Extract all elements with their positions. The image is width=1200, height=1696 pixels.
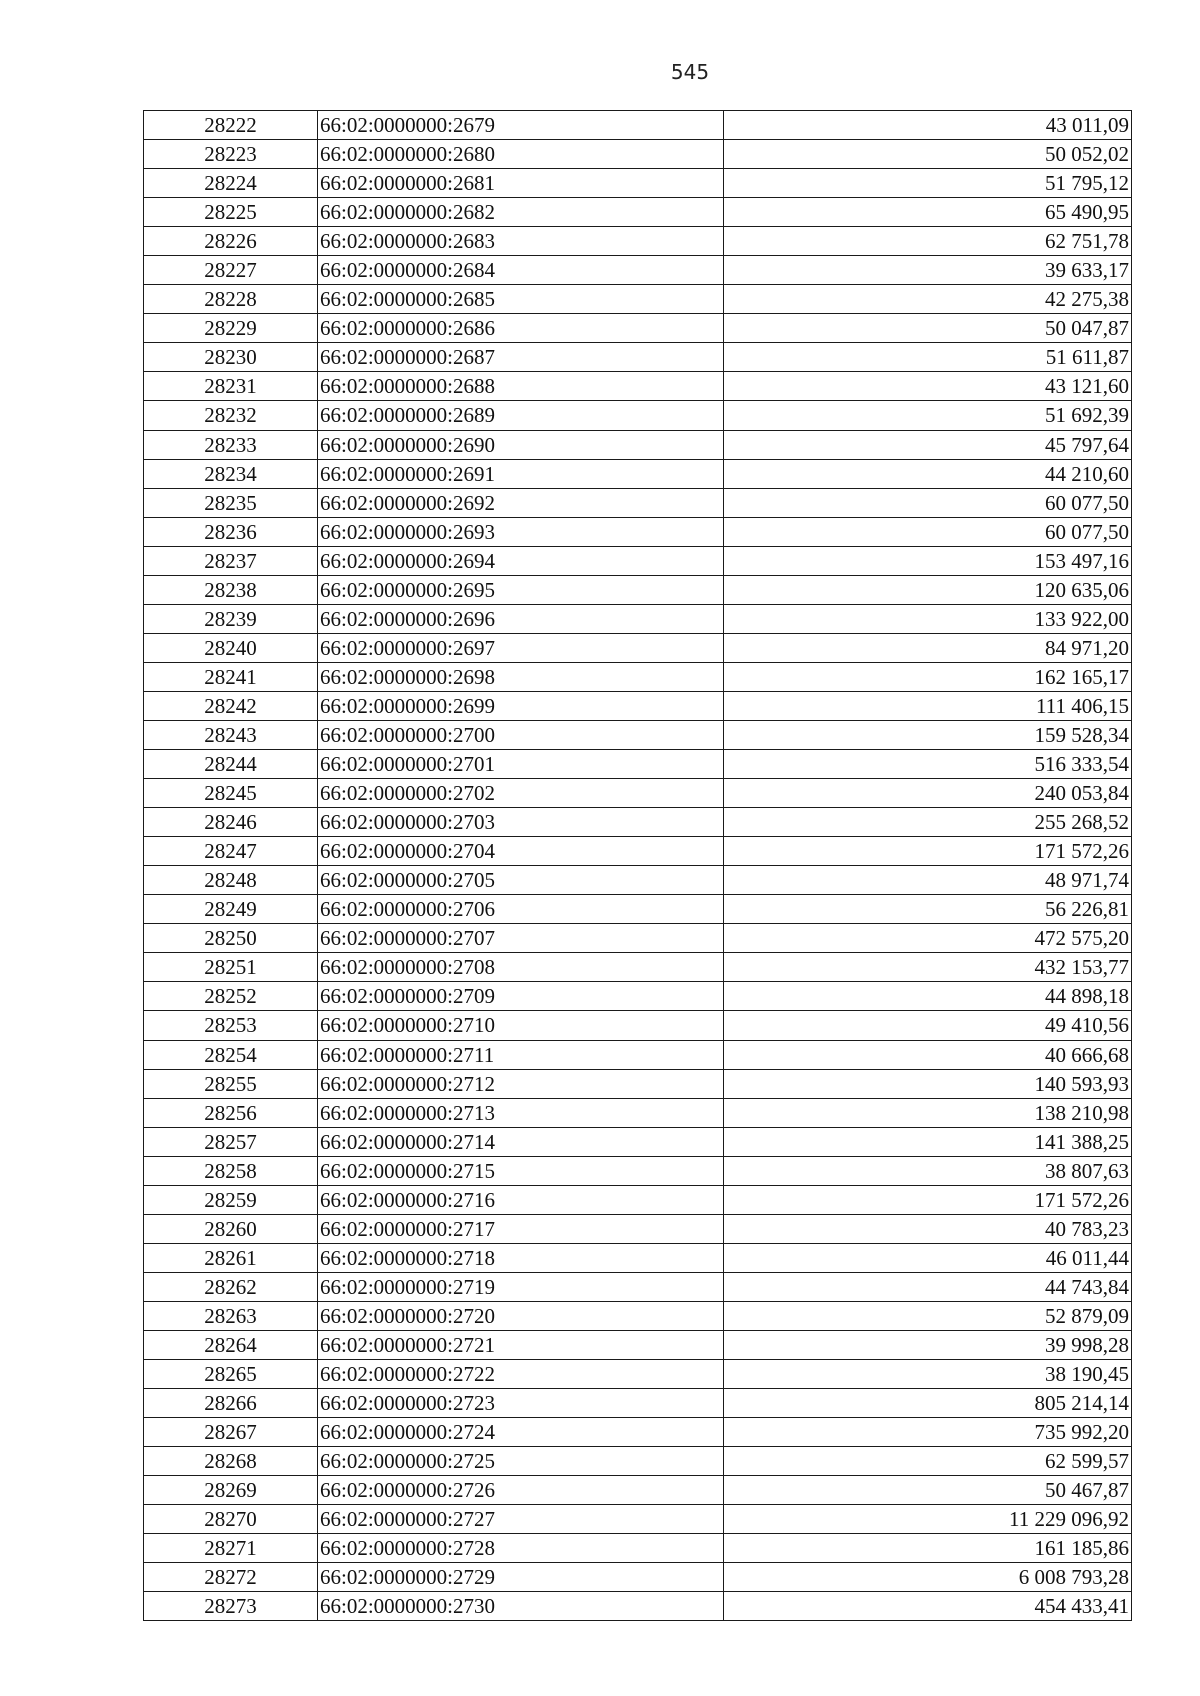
- cadastral-value-cell: 255 268,52: [724, 808, 1132, 837]
- row-number-cell: 28247: [144, 837, 318, 866]
- cadastral-number-cell: 66:02:0000000:2679: [318, 111, 724, 140]
- cadastral-number-cell: 66:02:0000000:2703: [318, 808, 724, 837]
- table-row: [144, 285, 1132, 314]
- table-row: [144, 633, 1132, 662]
- row-number-cell: 28232: [144, 401, 318, 430]
- row-number-cell: 28224: [144, 169, 318, 198]
- table-row: [144, 662, 1132, 691]
- cadastral-number-cell: 66:02:0000000:2692: [318, 488, 724, 517]
- table-row: [144, 343, 1132, 372]
- table-row: [144, 1214, 1132, 1243]
- row-number-cell: 28229: [144, 314, 318, 343]
- cadastral-value-cell: 735 992,20: [724, 1418, 1132, 1447]
- table-row: [144, 1069, 1132, 1098]
- cadastral-number-cell: 66:02:0000000:2705: [318, 866, 724, 895]
- cadastral-number-cell: 66:02:0000000:2726: [318, 1476, 724, 1505]
- cadastral-number-cell: 66:02:0000000:2682: [318, 198, 724, 227]
- table-row: [144, 866, 1132, 895]
- row-number-cell: 28241: [144, 662, 318, 691]
- row-number-cell: 28268: [144, 1447, 318, 1476]
- table-row: [144, 924, 1132, 953]
- row-number-cell: 28244: [144, 750, 318, 779]
- row-number-cell: 28234: [144, 459, 318, 488]
- cadastral-value-cell: 38 807,63: [724, 1156, 1132, 1185]
- cadastral-value-cell: 432 153,77: [724, 953, 1132, 982]
- row-number-cell: 28227: [144, 256, 318, 285]
- cadastral-value-cell: 62 599,57: [724, 1447, 1132, 1476]
- table-row: [144, 1301, 1132, 1330]
- cadastral-number-cell: 66:02:0000000:2713: [318, 1098, 724, 1127]
- cadastral-value-cell: 40 666,68: [724, 1040, 1132, 1069]
- cadastral-number-cell: 66:02:0000000:2689: [318, 401, 724, 430]
- table-row: [144, 227, 1132, 256]
- table-row: [144, 459, 1132, 488]
- cadastral-number-cell: 66:02:0000000:2691: [318, 459, 724, 488]
- cadastral-number-cell: 66:02:0000000:2729: [318, 1563, 724, 1592]
- cadastral-value-cell: 805 214,14: [724, 1389, 1132, 1418]
- table-row: [144, 430, 1132, 459]
- cadastral-value-cell: 40 783,23: [724, 1214, 1132, 1243]
- table-row: [144, 198, 1132, 227]
- table-row: [144, 1127, 1132, 1156]
- cadastral-number-cell: 66:02:0000000:2688: [318, 372, 724, 401]
- row-number-cell: 28246: [144, 808, 318, 837]
- cadastral-value-cell: 6 008 793,28: [724, 1563, 1132, 1592]
- cadastral-number-cell: 66:02:0000000:2708: [318, 953, 724, 982]
- cadastral-value-cell: 516 333,54: [724, 750, 1132, 779]
- table-row: [144, 1098, 1132, 1127]
- cadastral-value-cell: 133 922,00: [724, 604, 1132, 633]
- cadastral-value-cell: 50 052,02: [724, 140, 1132, 169]
- cadastral-number-cell: 66:02:0000000:2702: [318, 779, 724, 808]
- row-number-cell: 28230: [144, 343, 318, 372]
- cadastral-number-cell: 66:02:0000000:2712: [318, 1069, 724, 1098]
- cadastral-value-cell: 51 611,87: [724, 343, 1132, 372]
- cadastral-number-cell: 66:02:0000000:2683: [318, 227, 724, 256]
- cadastral-number-cell: 66:02:0000000:2704: [318, 837, 724, 866]
- cadastral-number-cell: 66:02:0000000:2715: [318, 1156, 724, 1185]
- cadastral-value-cell: 162 165,17: [724, 662, 1132, 691]
- cadastral-number-cell: 66:02:0000000:2725: [318, 1447, 724, 1476]
- cadastral-value-cell: 51 795,12: [724, 169, 1132, 198]
- cadastral-number-cell: 66:02:0000000:2727: [318, 1505, 724, 1534]
- row-number-cell: 28249: [144, 895, 318, 924]
- cadastral-value-cell: 159 528,34: [724, 720, 1132, 749]
- table-row: [144, 1418, 1132, 1447]
- row-number-cell: 28271: [144, 1534, 318, 1563]
- row-number-cell: 28223: [144, 140, 318, 169]
- table-row: [144, 1185, 1132, 1214]
- cadastral-value-cell: 38 190,45: [724, 1360, 1132, 1389]
- page-number: 545: [670, 60, 710, 84]
- table-row: [144, 314, 1132, 343]
- cadastral-number-cell: 66:02:0000000:2716: [318, 1185, 724, 1214]
- cadastral-value-table: [143, 110, 1132, 1621]
- row-number-cell: 28228: [144, 285, 318, 314]
- row-number-cell: 28266: [144, 1389, 318, 1418]
- row-number-cell: 28225: [144, 198, 318, 227]
- table-container: [143, 110, 1132, 1621]
- row-number-cell: 28238: [144, 575, 318, 604]
- table-row: [144, 1563, 1132, 1592]
- row-number-cell: 28253: [144, 1011, 318, 1040]
- table-row: [144, 1592, 1132, 1621]
- row-number-cell: 28231: [144, 372, 318, 401]
- cadastral-value-cell: 140 593,93: [724, 1069, 1132, 1098]
- table-row: [144, 1040, 1132, 1069]
- cadastral-number-cell: 66:02:0000000:2718: [318, 1243, 724, 1272]
- table-row: [144, 401, 1132, 430]
- table-row: [144, 1389, 1132, 1418]
- cadastral-value-cell: 111 406,15: [724, 691, 1132, 720]
- table-row: [144, 256, 1132, 285]
- table-row: [144, 1360, 1132, 1389]
- row-number-cell: 28254: [144, 1040, 318, 1069]
- row-number-cell: 28237: [144, 546, 318, 575]
- cadastral-number-cell: 66:02:0000000:2710: [318, 1011, 724, 1040]
- row-number-cell: 28273: [144, 1592, 318, 1621]
- table-row: [144, 517, 1132, 546]
- row-number-cell: 28233: [144, 430, 318, 459]
- cadastral-value-cell: 43 011,09: [724, 111, 1132, 140]
- cadastral-value-cell: 138 210,98: [724, 1098, 1132, 1127]
- cadastral-value-cell: 43 121,60: [724, 372, 1132, 401]
- cadastral-number-cell: 66:02:0000000:2685: [318, 285, 724, 314]
- row-number-cell: 28267: [144, 1418, 318, 1447]
- cadastral-number-cell: 66:02:0000000:2728: [318, 1534, 724, 1563]
- table-row: [144, 111, 1132, 140]
- table-row: [144, 169, 1132, 198]
- cadastral-number-cell: 66:02:0000000:2690: [318, 430, 724, 459]
- row-number-cell: 28242: [144, 691, 318, 720]
- cadastral-value-cell: 240 053,84: [724, 779, 1132, 808]
- row-number-cell: 28245: [144, 779, 318, 808]
- cadastral-value-cell: 141 388,25: [724, 1127, 1132, 1156]
- cadastral-value-cell: 60 077,50: [724, 517, 1132, 546]
- row-number-cell: 28256: [144, 1098, 318, 1127]
- cadastral-value-cell: 45 797,64: [724, 430, 1132, 459]
- row-number-cell: 28239: [144, 604, 318, 633]
- row-number-cell: 28263: [144, 1301, 318, 1330]
- cadastral-value-cell: 44 743,84: [724, 1272, 1132, 1301]
- table-row: [144, 488, 1132, 517]
- cadastral-number-cell: 66:02:0000000:2721: [318, 1330, 724, 1359]
- cadastral-number-cell: 66:02:0000000:2698: [318, 662, 724, 691]
- cadastral-number-cell: 66:02:0000000:2700: [318, 720, 724, 749]
- cadastral-number-cell: 66:02:0000000:2711: [318, 1040, 724, 1069]
- cadastral-number-cell: 66:02:0000000:2681: [318, 169, 724, 198]
- cadastral-value-cell: 52 879,09: [724, 1301, 1132, 1330]
- cadastral-value-cell: 56 226,81: [724, 895, 1132, 924]
- row-number-cell: 28269: [144, 1476, 318, 1505]
- row-number-cell: 28270: [144, 1505, 318, 1534]
- table-row: [144, 1156, 1132, 1185]
- row-number-cell: 28222: [144, 111, 318, 140]
- row-number-cell: 28243: [144, 720, 318, 749]
- row-number-cell: 28260: [144, 1214, 318, 1243]
- table-row: [144, 1447, 1132, 1476]
- row-number-cell: 28262: [144, 1272, 318, 1301]
- cadastral-number-cell: 66:02:0000000:2714: [318, 1127, 724, 1156]
- row-number-cell: 28252: [144, 982, 318, 1011]
- table-row: [144, 953, 1132, 982]
- table-row: [144, 808, 1132, 837]
- cadastral-value-cell: 171 572,26: [724, 837, 1132, 866]
- row-number-cell: 28235: [144, 488, 318, 517]
- table-row: [144, 1534, 1132, 1563]
- row-number-cell: 28236: [144, 517, 318, 546]
- table-row: [144, 720, 1132, 749]
- cadastral-number-cell: 66:02:0000000:2696: [318, 604, 724, 633]
- cadastral-number-cell: 66:02:0000000:2707: [318, 924, 724, 953]
- table-row: [144, 750, 1132, 779]
- cadastral-value-cell: 454 433,41: [724, 1592, 1132, 1621]
- cadastral-number-cell: 66:02:0000000:2722: [318, 1360, 724, 1389]
- cadastral-number-cell: 66:02:0000000:2687: [318, 343, 724, 372]
- cadastral-number-cell: 66:02:0000000:2693: [318, 517, 724, 546]
- table-row: [144, 837, 1132, 866]
- cadastral-value-cell: 50 467,87: [724, 1476, 1132, 1505]
- cadastral-value-cell: 39 633,17: [724, 256, 1132, 285]
- cadastral-value-cell: 153 497,16: [724, 546, 1132, 575]
- table-row: [144, 140, 1132, 169]
- cadastral-value-cell: 49 410,56: [724, 1011, 1132, 1040]
- row-number-cell: 28240: [144, 633, 318, 662]
- cadastral-number-cell: 66:02:0000000:2723: [318, 1389, 724, 1418]
- cadastral-value-cell: 48 971,74: [724, 866, 1132, 895]
- cadastral-value-cell: 46 011,44: [724, 1243, 1132, 1272]
- cadastral-number-cell: 66:02:0000000:2706: [318, 895, 724, 924]
- cadastral-number-cell: 66:02:0000000:2695: [318, 575, 724, 604]
- cadastral-number-cell: 66:02:0000000:2717: [318, 1214, 724, 1243]
- row-number-cell: 28248: [144, 866, 318, 895]
- cadastral-value-cell: 50 047,87: [724, 314, 1132, 343]
- row-number-cell: 28259: [144, 1185, 318, 1214]
- cadastral-number-cell: 66:02:0000000:2724: [318, 1418, 724, 1447]
- table-row: [144, 1330, 1132, 1359]
- cadastral-number-cell: 66:02:0000000:2720: [318, 1301, 724, 1330]
- cadastral-number-cell: 66:02:0000000:2699: [318, 691, 724, 720]
- cadastral-value-cell: 161 185,86: [724, 1534, 1132, 1563]
- cadastral-value-cell: 171 572,26: [724, 1185, 1132, 1214]
- table-row: [144, 691, 1132, 720]
- cadastral-value-cell: 65 490,95: [724, 198, 1132, 227]
- cadastral-value-cell: 62 751,78: [724, 227, 1132, 256]
- cadastral-value-cell: 472 575,20: [724, 924, 1132, 953]
- row-number-cell: 28251: [144, 953, 318, 982]
- row-number-cell: 28264: [144, 1330, 318, 1359]
- cadastral-number-cell: 66:02:0000000:2684: [318, 256, 724, 285]
- row-number-cell: 28226: [144, 227, 318, 256]
- cadastral-number-cell: 66:02:0000000:2719: [318, 1272, 724, 1301]
- table-row: [144, 546, 1132, 575]
- cadastral-number-cell: 66:02:0000000:2680: [318, 140, 724, 169]
- row-number-cell: 28261: [144, 1243, 318, 1272]
- cadastral-value-cell: 42 275,38: [724, 285, 1132, 314]
- table-row: [144, 1272, 1132, 1301]
- cadastral-value-cell: 120 635,06: [724, 575, 1132, 604]
- table-row: [144, 1011, 1132, 1040]
- cadastral-number-cell: 66:02:0000000:2701: [318, 750, 724, 779]
- table-row: [144, 982, 1132, 1011]
- table-row: [144, 895, 1132, 924]
- cadastral-number-cell: 66:02:0000000:2686: [318, 314, 724, 343]
- cadastral-number-cell: 66:02:0000000:2697: [318, 633, 724, 662]
- cadastral-value-cell: 11 229 096,92: [724, 1505, 1132, 1534]
- table-row: [144, 779, 1132, 808]
- cadastral-value-cell: 51 692,39: [724, 401, 1132, 430]
- cadastral-value-cell: 44 210,60: [724, 459, 1132, 488]
- cadastral-number-cell: 66:02:0000000:2694: [318, 546, 724, 575]
- cadastral-value-cell: 39 998,28: [724, 1330, 1132, 1359]
- table-row: [144, 372, 1132, 401]
- table-row: [144, 1505, 1132, 1534]
- cadastral-value-cell: 84 971,20: [724, 633, 1132, 662]
- table-row: [144, 1243, 1132, 1272]
- cadastral-number-cell: 66:02:0000000:2730: [318, 1592, 724, 1621]
- row-number-cell: 28272: [144, 1563, 318, 1592]
- table-body: [144, 111, 1132, 1621]
- row-number-cell: 28250: [144, 924, 318, 953]
- table-row: [144, 575, 1132, 604]
- row-number-cell: 28258: [144, 1156, 318, 1185]
- row-number-cell: 28257: [144, 1127, 318, 1156]
- row-number-cell: 28255: [144, 1069, 318, 1098]
- row-number-cell: 28265: [144, 1360, 318, 1389]
- table-row: [144, 1476, 1132, 1505]
- table-row: [144, 604, 1132, 633]
- cadastral-number-cell: 66:02:0000000:2709: [318, 982, 724, 1011]
- cadastral-value-cell: 44 898,18: [724, 982, 1132, 1011]
- cadastral-value-cell: 60 077,50: [724, 488, 1132, 517]
